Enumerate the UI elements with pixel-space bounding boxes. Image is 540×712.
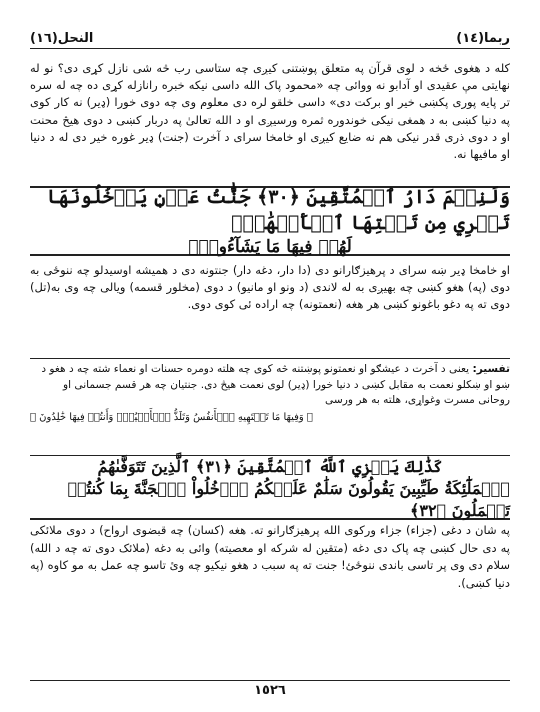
translation-paragraph-2	[30, 522, 510, 592]
commentary-paragraph-1	[30, 60, 510, 163]
page-header	[30, 28, 510, 49]
header-surah-label: النحل(١٦)	[30, 30, 94, 46]
verse-31-line-1: كَذَٰلِكَ يَجۡزِي ٱللَّهُ ٱلۡمُتَّقِينَ ﴿٣١﴾ ٱلَّذِينَ تَتَوَفَّىٰهُمُ	[97, 457, 443, 476]
tafsir-box	[30, 358, 510, 456]
verse-block-31	[30, 457, 510, 520]
verse-31-line-2: ٱلۡمَلَٰٓئِكَةُ طَيِّبِينَ يَقُولُونَ سَلَٰمٌ عَلَيۡكُمُ ٱدۡخُلُواْ ٱلۡجَنَّةَ بِمَا كُنتُمۡ تَعۡمَلُونَ ﴿٣٢﴾	[67, 479, 510, 520]
page-number: ١٥٢٦	[254, 683, 286, 698]
page-footer	[30, 680, 510, 698]
translation-text-2: په شان د دغی (جزاء) جزاء ورکوی الله پرهیزګارانو ته. هغه (کسان) چه قبضوی ارواح) د دوی ملائکی په دی حال کښی چه پاک دی دغه (متقین له شرکه او معصیته) وائی به دغه (ملائک دوی ته چه د الله) سلام دی وی پر تاسی باندی ننوځئ! جنت ته په سبب د هغو نیکیو چه وئ تاسو چه عمل به مو کاوه (په دنیا کښی).	[30, 523, 510, 590]
commentary-text-1: کله د هغوی ځخه د لوی قرآن په متعلق پوښتنی کیږی چه ستاسی رب څه شی نازل کړی دی؟ نو له نهایتی مې عقیدی او آدابو نه ووائی چه «محمود پاک الله داسی نیکه خبره رانازله کړی ده چه له سره تر پایه پوری پکښی خیر او برکت دی» داسی خلقو لره دی معلوم وی چه دوی خورا (ډیر) نه کار کوی په دنیا کښی به د همغی نیکی خوندوره ثمره ورسیږی او د الله تعالیٰ په دربار کښی د دوی هیڅ محنت او د دوی ذری قدر نیکی هم نه ضایع کیږی او خامخا سرای د آخرت (جنت) ډیر غوره خیر دی له د دنیا او مافیها نه.	[30, 61, 510, 162]
tafsir-label: تفسیر:	[472, 363, 510, 375]
verse-30-line-1: وَلَنِعۡمَ دَارُ ٱلۡمُتَّقِينَ ﴿٣٠﴾ جَنَّٰتُ عَدۡنٖ يَدۡخُلُونَهَا تَجۡرِي مِن تَحۡتِهَا ٱلۡأَنۡهَٰرُۖ	[46, 186, 510, 234]
verse-block-30	[30, 186, 510, 256]
translation-paragraph-1	[30, 262, 510, 312]
tafsir-text: یعنی د آخرت د عیشګو او نعمتونو پوښتنه څه کوی چه هلته دومره حسنات او نعماء شته چه د هغو د ښو او ښکلو نعمت به مقابل کښی د دنیا خورا (ډیر) لوی نعمت هیڅ دی. جنتیان چه هر قسم جسمانی او روحانی مسرت وغواړی، هلته به هر ورسی	[41, 363, 510, 406]
tafsir-verse-reference: ﴿ وَفِيهَا مَا تَشۡتَهِيهِ ٱلۡأَنفُسُ وَتَلَذُّ ٱلۡأَعۡيُنُۖ وَأَنتُمۡ فِيهَا خَٰلِدُونَ ﴾	[30, 411, 313, 423]
header-juz-label: ربما(١٤)	[456, 30, 510, 46]
verse-30-line-2: لَهُمۡ فِيهَا مَا يَشَآءُونَۚ	[188, 237, 352, 257]
translation-text-1: او خامخا ډیر ښه سرای د پرهیزګارانو دی (دا دار، دغه دار) جنتونه دی د همیشه اوسیدلو چه ننوځی به دوی (په) هغو کښی چه بهیږی به له لاندی (د ونو او مانیو) د دوی (مخلور قسمه) ویالی چه وی به(تل) دوی ته په دغو باغونو کښی هر هغه (نعمتونه) چه اراده ئی کوی دوی.	[30, 263, 510, 311]
